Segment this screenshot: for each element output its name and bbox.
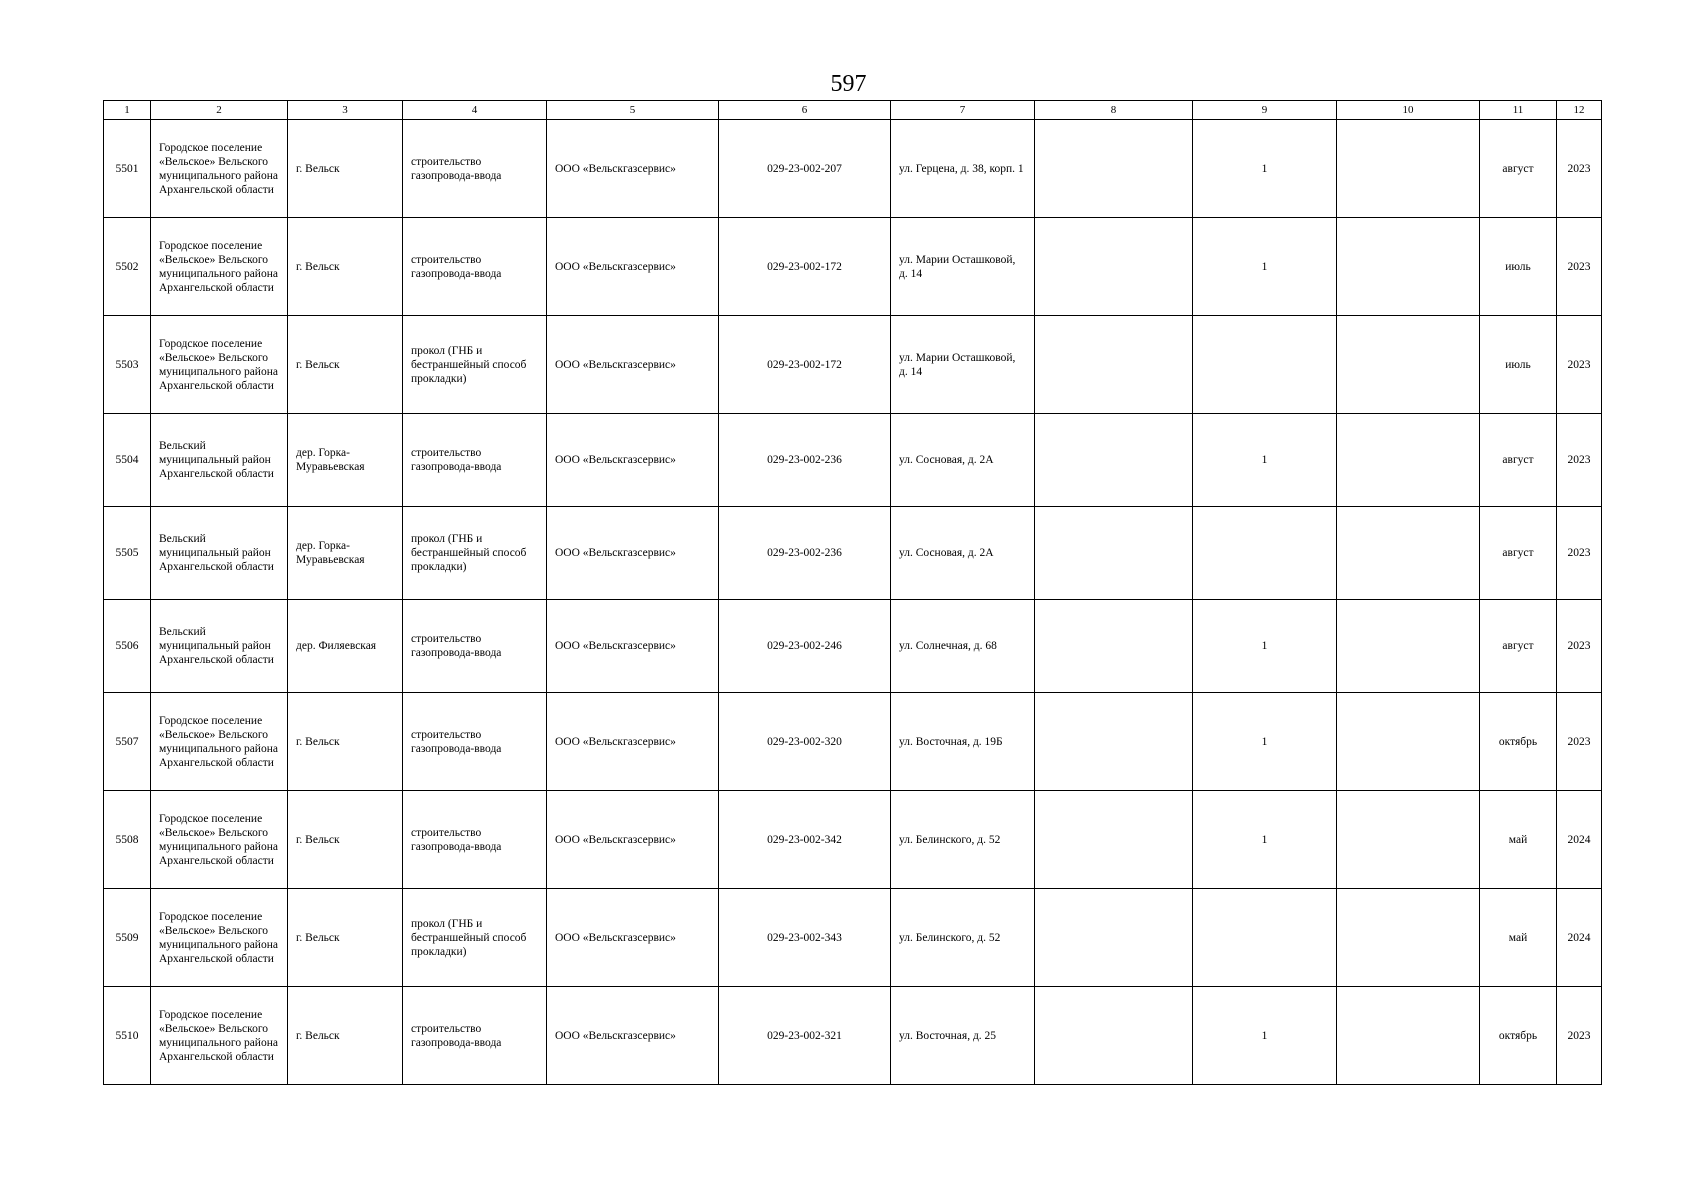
count-cell: 1 <box>1193 218 1337 316</box>
work-type-cell: строительство газопровода-ввода <box>403 987 547 1085</box>
locality-cell: г. Вельск <box>288 218 403 316</box>
work-type-cell: строительство газопровода-ввода <box>403 120 547 218</box>
count-cell: 1 <box>1193 600 1337 693</box>
column-header: 2 <box>151 101 288 120</box>
organization-cell: ООО «Вельскгазсервис» <box>547 600 719 693</box>
month-cell: май <box>1480 791 1557 889</box>
work-type-cell: прокол (ГНБ и бестраншейный способ прокладки) <box>403 316 547 414</box>
column-header: 12 <box>1557 101 1602 120</box>
count-cell: 1 <box>1193 414 1337 507</box>
work-type-cell: строительство газопровода-ввода <box>403 414 547 507</box>
municipality-cell: Городское поселение «Вельское» Вельского муниципального района Архангельской области <box>151 316 288 414</box>
locality-cell: г. Вельск <box>288 316 403 414</box>
address-cell: ул. Сосновая, д. 2А <box>891 414 1035 507</box>
column-8-cell <box>1035 414 1193 507</box>
municipality-cell: Городское поселение «Вельское» Вельского муниципального района Архангельской области <box>151 693 288 791</box>
column-header: 10 <box>1337 101 1480 120</box>
count-cell: 1 <box>1193 987 1337 1085</box>
month-cell: август <box>1480 600 1557 693</box>
table-row <box>104 120 1602 218</box>
address-cell: ул. Марии Осташковой, д. 14 <box>891 316 1035 414</box>
column-header: 11 <box>1480 101 1557 120</box>
month-cell: октябрь <box>1480 987 1557 1085</box>
month-cell: август <box>1480 414 1557 507</box>
row-number-cell: 5508 <box>104 791 151 889</box>
column-10-cell <box>1337 987 1480 1085</box>
municipality-cell: Городское поселение «Вельское» Вельского муниципального района Архангельской области <box>151 889 288 987</box>
year-cell: 2023 <box>1557 316 1602 414</box>
column-header: 6 <box>719 101 891 120</box>
column-10-cell <box>1337 120 1480 218</box>
municipality-cell: Вельский муниципальный район Архангельской области <box>151 507 288 600</box>
column-header: 3 <box>288 101 403 120</box>
municipality-cell: Городское поселение «Вельское» Вельского муниципального района Архангельской области <box>151 120 288 218</box>
month-cell: август <box>1480 507 1557 600</box>
month-cell: июль <box>1480 316 1557 414</box>
count-cell <box>1193 316 1337 414</box>
column-10-cell <box>1337 600 1480 693</box>
column-header: 7 <box>891 101 1035 120</box>
table-row <box>104 791 1602 889</box>
row-number-cell: 5510 <box>104 987 151 1085</box>
count-cell: 1 <box>1193 120 1337 218</box>
year-cell: 2024 <box>1557 889 1602 987</box>
row-number-cell: 5509 <box>104 889 151 987</box>
month-cell: август <box>1480 120 1557 218</box>
work-type-cell: прокол (ГНБ и бестраншейный способ прокладки) <box>403 889 547 987</box>
year-cell: 2024 <box>1557 791 1602 889</box>
table-row <box>104 316 1602 414</box>
address-cell: ул. Белинского, д. 52 <box>891 889 1035 987</box>
locality-cell: дер. Горка-Муравьевская <box>288 414 403 507</box>
column-8-cell <box>1035 218 1193 316</box>
column-header: 9 <box>1193 101 1337 120</box>
year-cell: 2023 <box>1557 414 1602 507</box>
row-number-cell: 5507 <box>104 693 151 791</box>
organization-cell: ООО «Вельскгазсервис» <box>547 120 719 218</box>
table-row <box>104 693 1602 791</box>
row-number-cell: 5502 <box>104 218 151 316</box>
address-cell: ул. Восточная, д. 19Б <box>891 693 1035 791</box>
registration-number-cell: 029-23-002-236 <box>719 414 891 507</box>
year-cell: 2023 <box>1557 693 1602 791</box>
page-number: 597 <box>830 71 867 97</box>
table-row <box>104 889 1602 987</box>
year-cell: 2023 <box>1557 987 1602 1085</box>
address-cell: ул. Марии Осташковой, д. 14 <box>891 218 1035 316</box>
locality-cell: дер. Горка-Муравьевская <box>288 507 403 600</box>
locality-cell: г. Вельск <box>288 693 403 791</box>
registration-number-cell: 029-23-002-172 <box>719 316 891 414</box>
registration-number-cell: 029-23-002-321 <box>719 987 891 1085</box>
year-cell: 2023 <box>1557 120 1602 218</box>
column-10-cell <box>1337 414 1480 507</box>
row-number-cell: 5505 <box>104 507 151 600</box>
month-cell: май <box>1480 889 1557 987</box>
address-cell: ул. Герцена, д. 38, корп. 1 <box>891 120 1035 218</box>
organization-cell: ООО «Вельскгазсервис» <box>547 889 719 987</box>
column-10-cell <box>1337 316 1480 414</box>
column-10-cell <box>1337 218 1480 316</box>
organization-cell: ООО «Вельскгазсервис» <box>547 693 719 791</box>
table-row <box>104 507 1602 600</box>
registry-table <box>103 100 1602 1085</box>
work-type-cell: строительство газопровода-ввода <box>403 218 547 316</box>
locality-cell: г. Вельск <box>288 889 403 987</box>
work-type-cell: строительство газопровода-ввода <box>403 600 547 693</box>
column-10-cell <box>1337 507 1480 600</box>
table-row <box>104 414 1602 507</box>
work-type-cell: строительство газопровода-ввода <box>403 693 547 791</box>
organization-cell: ООО «Вельскгазсервис» <box>547 218 719 316</box>
registration-number-cell: 029-23-002-342 <box>719 791 891 889</box>
locality-cell: г. Вельск <box>288 120 403 218</box>
organization-cell: ООО «Вельскгазсервис» <box>547 414 719 507</box>
table-row <box>104 987 1602 1085</box>
organization-cell: ООО «Вельскгазсервис» <box>547 316 719 414</box>
row-number-cell: 5506 <box>104 600 151 693</box>
municipality-cell: Городское поселение «Вельское» Вельского муниципального района Архангельской области <box>151 791 288 889</box>
municipality-cell: Городское поселение «Вельское» Вельского муниципального района Архангельской области <box>151 218 288 316</box>
column-8-cell <box>1035 600 1193 693</box>
registration-number-cell: 029-23-002-236 <box>719 507 891 600</box>
municipality-cell: Городское поселение «Вельское» Вельского муниципального района Архангельской области <box>151 987 288 1085</box>
work-type-cell: прокол (ГНБ и бестраншейный способ прокладки) <box>403 507 547 600</box>
column-header: 4 <box>403 101 547 120</box>
locality-cell: г. Вельск <box>288 791 403 889</box>
locality-cell: дер. Филяевская <box>288 600 403 693</box>
row-number-cell: 5503 <box>104 316 151 414</box>
column-8-cell <box>1035 889 1193 987</box>
year-cell: 2023 <box>1557 600 1602 693</box>
column-8-cell <box>1035 791 1193 889</box>
registration-number-cell: 029-23-002-320 <box>719 693 891 791</box>
table-row <box>104 600 1602 693</box>
column-8-cell <box>1035 316 1193 414</box>
count-cell: 1 <box>1193 791 1337 889</box>
column-header: 8 <box>1035 101 1193 120</box>
table-row <box>104 218 1602 316</box>
address-cell: ул. Восточная, д. 25 <box>891 987 1035 1085</box>
locality-cell: г. Вельск <box>288 987 403 1085</box>
column-10-cell <box>1337 889 1480 987</box>
row-number-cell: 5501 <box>104 120 151 218</box>
row-number-cell: 5504 <box>104 414 151 507</box>
organization-cell: ООО «Вельскгазсервис» <box>547 507 719 600</box>
column-8-cell <box>1035 120 1193 218</box>
address-cell: ул. Солнечная, д. 68 <box>891 600 1035 693</box>
column-10-cell <box>1337 693 1480 791</box>
year-cell: 2023 <box>1557 218 1602 316</box>
column-header: 1 <box>104 101 151 120</box>
column-8-cell <box>1035 693 1193 791</box>
municipality-cell: Вельский муниципальный район Архангельской области <box>151 600 288 693</box>
column-8-cell <box>1035 987 1193 1085</box>
column-8-cell <box>1035 507 1193 600</box>
column-10-cell <box>1337 791 1480 889</box>
organization-cell: ООО «Вельскгазсервис» <box>547 987 719 1085</box>
count-cell <box>1193 889 1337 987</box>
month-cell: июль <box>1480 218 1557 316</box>
column-header: 5 <box>547 101 719 120</box>
municipality-cell: Вельский муниципальный район Архангельской области <box>151 414 288 507</box>
year-cell: 2023 <box>1557 507 1602 600</box>
count-cell <box>1193 507 1337 600</box>
work-type-cell: строительство газопровода-ввода <box>403 791 547 889</box>
registration-number-cell: 029-23-002-172 <box>719 218 891 316</box>
address-cell: ул. Белинского, д. 52 <box>891 791 1035 889</box>
month-cell: октябрь <box>1480 693 1557 791</box>
registration-number-cell: 029-23-002-207 <box>719 120 891 218</box>
count-cell: 1 <box>1193 693 1337 791</box>
column-number-header <box>104 101 1602 120</box>
registration-number-cell: 029-23-002-343 <box>719 889 891 987</box>
address-cell: ул. Сосновая, д. 2А <box>891 507 1035 600</box>
registration-number-cell: 029-23-002-246 <box>719 600 891 693</box>
organization-cell: ООО «Вельскгазсервис» <box>547 791 719 889</box>
